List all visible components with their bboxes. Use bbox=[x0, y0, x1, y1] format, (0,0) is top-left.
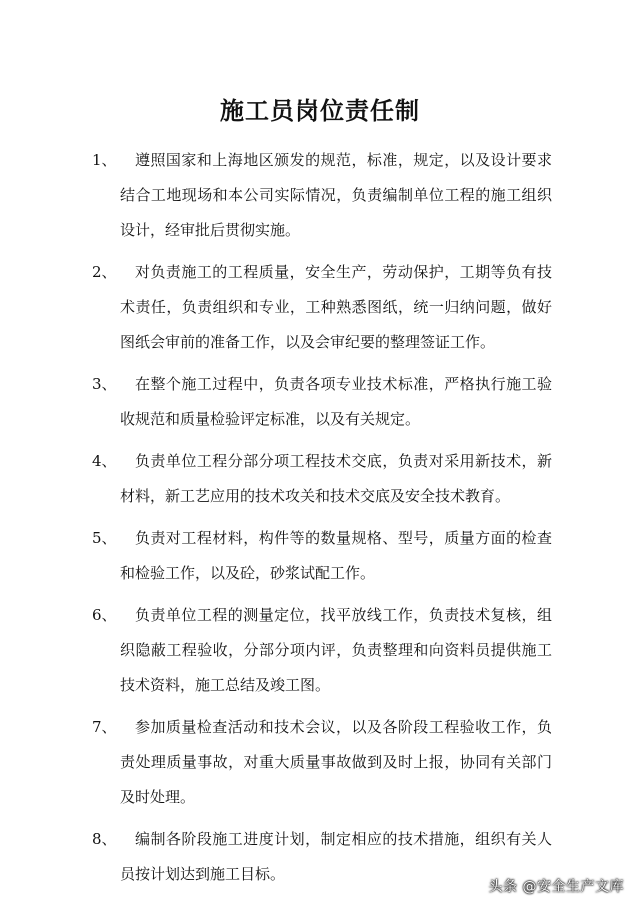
item-number: 2、 bbox=[92, 263, 117, 281]
item-number: 3、 bbox=[92, 375, 117, 393]
list-item bbox=[92, 598, 552, 703]
document-title: 施工员岗位责任制 bbox=[220, 96, 420, 125]
item-number: 6、 bbox=[92, 606, 117, 624]
item-number: 8、 bbox=[92, 830, 117, 848]
responsibility-list bbox=[92, 143, 552, 899]
list-item bbox=[92, 255, 552, 360]
item-text: 参加质量检查活动和技术会议，以及各阶段工程验收工作，负责处理质量事故，对重大质量事故做到及时上报，协同有关部门及时处理。 bbox=[120, 718, 552, 806]
list-item bbox=[92, 521, 552, 591]
list-item bbox=[92, 367, 552, 437]
item-number: 7、 bbox=[92, 718, 117, 736]
item-text: 遵照国家和上海地区颁发的规范，标准，规定，以及设计要求结合工地现场和本公司实际情况，负责编制单位工程的施工组织设计，经审批后贯彻实施。 bbox=[120, 151, 552, 239]
item-text: 负责单位工程分部分项工程技术交底，负责对采用新技术，新材料，新工艺应用的技术攻关和技术交底及安全技术教育。 bbox=[120, 452, 552, 505]
item-text: 编制各阶段施工进度计划，制定相应的技术措施，组织有关人员按计划达到施工目标。 bbox=[120, 830, 552, 883]
item-number: 5、 bbox=[92, 529, 117, 547]
watermark: 头条 @安全生产文库 bbox=[488, 879, 624, 895]
item-number: 1、 bbox=[92, 151, 117, 169]
item-text: 在整个施工过程中，负责各项专业技术标准，严格执行施工验收规范和质量检验评定标准，以及有关规定。 bbox=[120, 375, 552, 428]
list-item bbox=[92, 822, 552, 892]
list-item bbox=[92, 444, 552, 514]
item-text: 负责单位工程的测量定位，找平放线工作，负责技术复核，组织隐蔽工程验收，分部分项内评，负责整理和向资料员提供施工技术资料，施工总结及竣工图。 bbox=[120, 606, 552, 694]
item-text: 对负责施工的工程质量，安全生产，劳动保护，工期等负有技术责任，负责组织和专业，工种熟悉图纸，统一归纳问题，做好图纸会审前的准备工作，以及会审纪要的整理签证工作。 bbox=[120, 263, 552, 351]
item-number: 4、 bbox=[92, 452, 117, 470]
item-text: 负责对工程材料，构件等的数量规格、型号，质量方面的检查和检验工作，以及砼，砂浆试配工作。 bbox=[120, 529, 552, 582]
list-item bbox=[92, 143, 552, 248]
list-item bbox=[92, 710, 552, 815]
